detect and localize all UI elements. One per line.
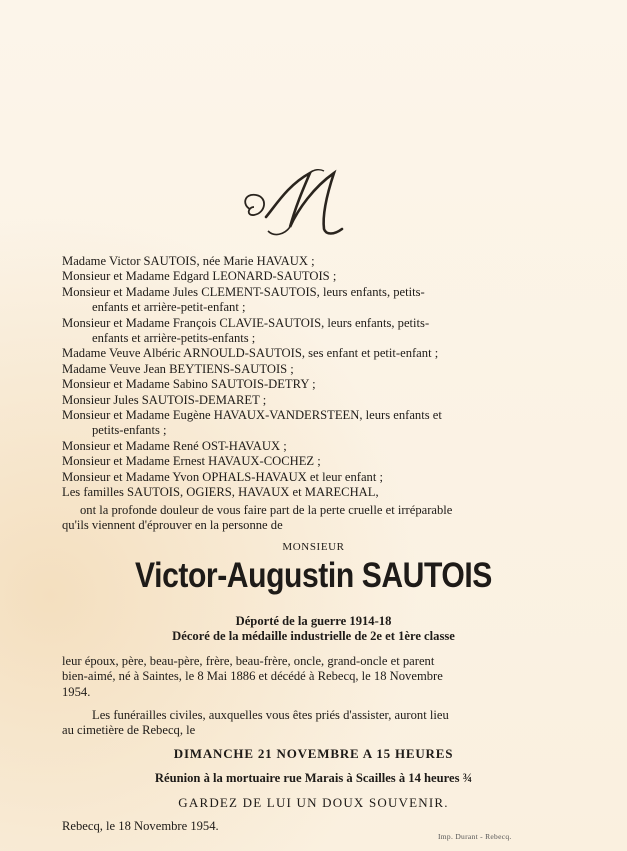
family-line: Madame Victor SAUTOIS, née Marie HAVAUX ; — [62, 254, 315, 268]
decoration-note: Décoré de la médaille industrielle de 2e et 1ère classe — [172, 629, 455, 643]
honorific: MONSIEUR — [282, 541, 345, 553]
family-line: Monsieur Jules SAUTOIS-DEMARET ; — [62, 392, 267, 407]
relation-paragraph — [62, 654, 562, 700]
family-line: Madame Veuve Albéric ARNOULD-SAUTOIS, ses enfant et petit-enfant ; — [62, 346, 439, 361]
intro-line: ont la profonde douleur de vous faire part de la perte cruelle et irréparable — [80, 503, 453, 517]
family-line: Monsieur et Madame François CLAVIE-SAUTOIS, leurs enfants, petits- — [62, 315, 430, 330]
deported-note: Déporté de la guerre 1914-18 — [235, 614, 392, 628]
family-line: Monsieur et Madame Sabino SAUTOIS-DETRY ; — [62, 377, 316, 392]
announcement-intro — [62, 503, 562, 534]
family-line: Monsieur et Madame Yvon OPHALS-HAVAUX et leur enfant ; — [62, 469, 383, 484]
family-line: Monsieur et Madame Edgard LEONARD-SAUTOIS ; — [62, 269, 337, 284]
family-line: Madame Veuve Jean BEYTIENS-SAUTOIS ; — [62, 361, 294, 376]
printer-mark: Imp. Durant - Rebecq. — [438, 832, 512, 841]
funeral-paragraph — [62, 708, 562, 739]
funeral-date: DIMANCHE 21 NOVEMBRE A 15 HEURES — [173, 746, 454, 761]
meeting-note: Réunion à la mortuaire rue Marais à Scailles à 14 heures ¾ — [154, 771, 473, 785]
family-line: Monsieur et Madame René OST-HAVAUX ; — [62, 438, 287, 453]
monogram-svg — [240, 165, 352, 245]
relation-line: 1954. — [62, 684, 91, 699]
intro-line: qu'ils viennent d'éprouver en la personne de — [62, 518, 283, 533]
family-line-continuation: petits-enfants ; — [92, 423, 167, 438]
deceased-name: Victor-Augustin SAUTOIS — [135, 556, 492, 595]
funeral-line: au cimetière de Rebecq, le — [62, 723, 196, 738]
family-line: Les familles SAUTOIS, OGIERS, HAVAUX et MARECHAL, — [62, 485, 379, 500]
relation-line: leur époux, père, beau-père, frère, beau-frère, oncle, grand-oncle et parent — [62, 654, 435, 668]
family-line-continuation: enfants et arrière-petit-enfant ; — [92, 300, 246, 315]
family-line: Monsieur et Madame Eugène HAVAUX-VANDERSTEEN, leurs enfants et — [62, 408, 442, 423]
monogram-m-ornament — [240, 165, 352, 245]
closing-line: GARDEZ DE LUI UN DOUX SOUVENIR. — [178, 795, 449, 810]
family-line-continuation: enfants et arrière-petits-enfants ; — [92, 331, 256, 346]
funeral-line: Les funérailles civiles, auxquelles vous êtes priés d'assister, auront lieu — [92, 708, 449, 722]
place-and-date: Rebecq, le 18 Novembre 1954. — [62, 819, 219, 833]
family-line: Monsieur et Madame Jules CLEMENT-SAUTOIS, leurs enfants, petits- — [62, 284, 425, 299]
family-line: Monsieur et Madame Ernest HAVAUX-COCHEZ ; — [62, 454, 321, 469]
family-list — [62, 254, 562, 501]
relation-line: bien-aimé, né à Saintes, le 8 Mai 1886 et décédé à Rebecq, le 18 Novembre — [62, 669, 443, 684]
